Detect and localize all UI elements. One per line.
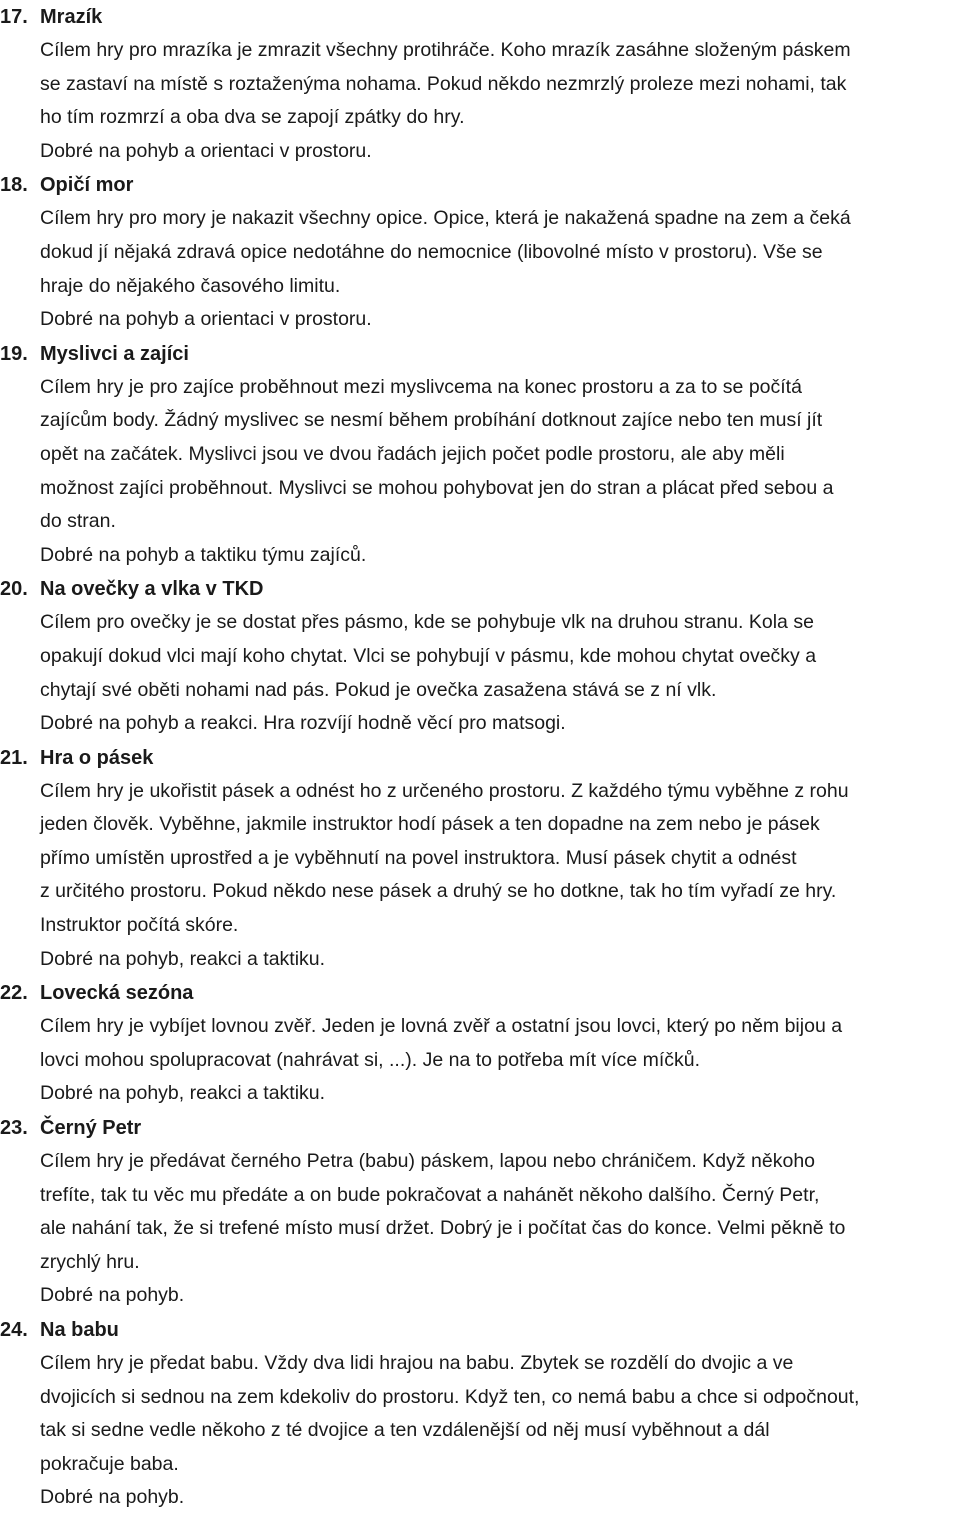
section-title: Na ovečky a vlka v TKD	[40, 578, 264, 601]
section-number: 21.	[0, 746, 28, 769]
section-body: Cílem pro ovečky je se dostat přes pásmo, kde se pohybuje vlk na druhou stranu. Kola se opakují dokud vlci mají koho chytat. Vlci se pohybují v pásmu, kde mohou chytat ovečky a chytají své oběti nohami nad pás. Pokud je ovečka zasažena stává se z ní vlk.	[40, 611, 817, 701]
section-number: 17.	[0, 6, 28, 28]
section-number: 23.	[0, 1117, 28, 1140]
section-note: Dobré na pohyb a orientaci v prostoru.	[40, 139, 372, 162]
section-heading	[0, 1111, 960, 1145]
section-heading	[0, 976, 960, 1010]
section-title: Hra o pásek	[40, 746, 154, 769]
section-note: Dobré na pohyb.	[40, 1284, 185, 1307]
section-17	[0, 0, 960, 168]
section-body: Cílem hry pro mory je nakazit všechny opice. Opice, která je nakažená spadne na zem a čeká dokud jí nějaká zdravá opice nedotáhne do nemocnice (libovolné místo v prostoru). Vše se hraje do nějakého časového limitu.	[40, 207, 851, 297]
section-title: Na babu	[40, 1319, 119, 1341]
section-21	[0, 741, 960, 977]
section-title: Lovecká sezóna	[40, 982, 194, 1005]
section-19	[0, 337, 960, 573]
section-number: 19.	[0, 342, 28, 365]
section-body: Cílem hry je předat babu. Vždy dva lidi hrajou na babu. Zbytek se rozdělí do dvojic a ve dvojicích si sednou na zem kdekoliv do prostoru. Když ten, co nemá babu a chce si odpočnout, tak si sedne vedle někoho z té dvojice a ten vzdálenější od něj musí vyběhnout a dál pokračuje baba.	[40, 1352, 860, 1475]
section-title: Černý Petr	[40, 1117, 142, 1140]
section-body: Cílem hry je pro zajíce proběhnout mezi myslivcema na konec prostoru a za to se počítá zajícům body. Žádný myslivec se nesmí během probíhání dotknout zajíce nebo ten musí jít opět na začátek. Myslivci jsou ve dvou řadách jejich počet podle prostoru, ale aby měli možnost zajíci proběhnout. Myslivci se mohou pohybovat jen do stran a plácat před sebou a do stran.	[40, 375, 834, 533]
section-22	[0, 976, 960, 1111]
section-number: 18.	[0, 174, 28, 197]
section-24	[0, 1313, 960, 1515]
section-number: 20.	[0, 578, 28, 601]
section-heading	[0, 168, 960, 202]
section-number: 24.	[0, 1319, 28, 1341]
section-23	[0, 1111, 960, 1313]
section-heading	[0, 741, 960, 775]
section-body: Cílem hry je ukořistit pásek a odnést ho z určeného prostoru. Z každého týmu vyběhne z rohu jeden člověk. Vyběhne, jakmile instruktor hodí pásek a ten dopadne na zem nebo je pásek přímo umístěn uprostřed a je vyběhnutí na povel instruktora. Musí pásek chytit a odnést z určitého prostoru. Pokud někdo nese pásek a druhý se ho dotkne, tak ho tím vyřadí ze hry. Instruktor počítá skóre.	[40, 779, 849, 937]
section-note: Dobré na pohyb a reakci. Hra rozvíjí hodně věcí pro matsogi.	[40, 712, 566, 735]
section-note: Dobré na pohyb a orientaci v prostoru.	[40, 308, 372, 331]
section-note: Dobré na pohyb a taktiku týmu zajíců.	[40, 543, 367, 566]
section-body: Cílem hry je vybíjet lovnou zvěř. Jeden je lovná zvěř a ostatní jsou lovci, který po něm bijou a lovci mohou spolupracovat (nahrávat si, ...). Je na to potřeba mít více míčků.	[40, 1015, 843, 1071]
section-title: Opičí mor	[40, 174, 134, 197]
section-number: 22.	[0, 982, 28, 1005]
section-18	[0, 168, 960, 336]
section-body: Cílem hry je předávat černého Petra (babu) páskem, lapou nebo chráničem. Když někoho trefíte, tak tu věc mu předáte a on bude pokračovat a nahánět někoho dalšího. Černý Petr, ale nahání tak, že si trefené místo musí držet. Dobrý je i počítat čas do konce. Velmi pěkně to zrychlý hru.	[40, 1150, 846, 1273]
section-heading	[0, 572, 960, 606]
section-title: Myslivci a zajíci	[40, 342, 189, 365]
section-note: Dobré na pohyb.	[40, 1486, 185, 1509]
section-note: Dobré na pohyb, reakci a taktiku.	[40, 947, 326, 970]
section-note: Dobré na pohyb, reakci a taktiku.	[40, 1082, 326, 1105]
section-body: Cílem hry pro mrazíka je zmrazit všechny protihráče. Koho mrazík zasáhne složeným páskem se zastaví na místě s roztaženýma nohama. Pokud někdo nezmrzlý proleze mezi nohami, tak ho tím rozmrzí a oba dva se zapojí zpátky do hry.	[40, 39, 851, 129]
section-title: Mrazík	[40, 6, 103, 28]
section-heading	[0, 1313, 960, 1347]
section-heading	[0, 337, 960, 371]
section-heading	[0, 0, 960, 34]
section-20	[0, 572, 960, 740]
